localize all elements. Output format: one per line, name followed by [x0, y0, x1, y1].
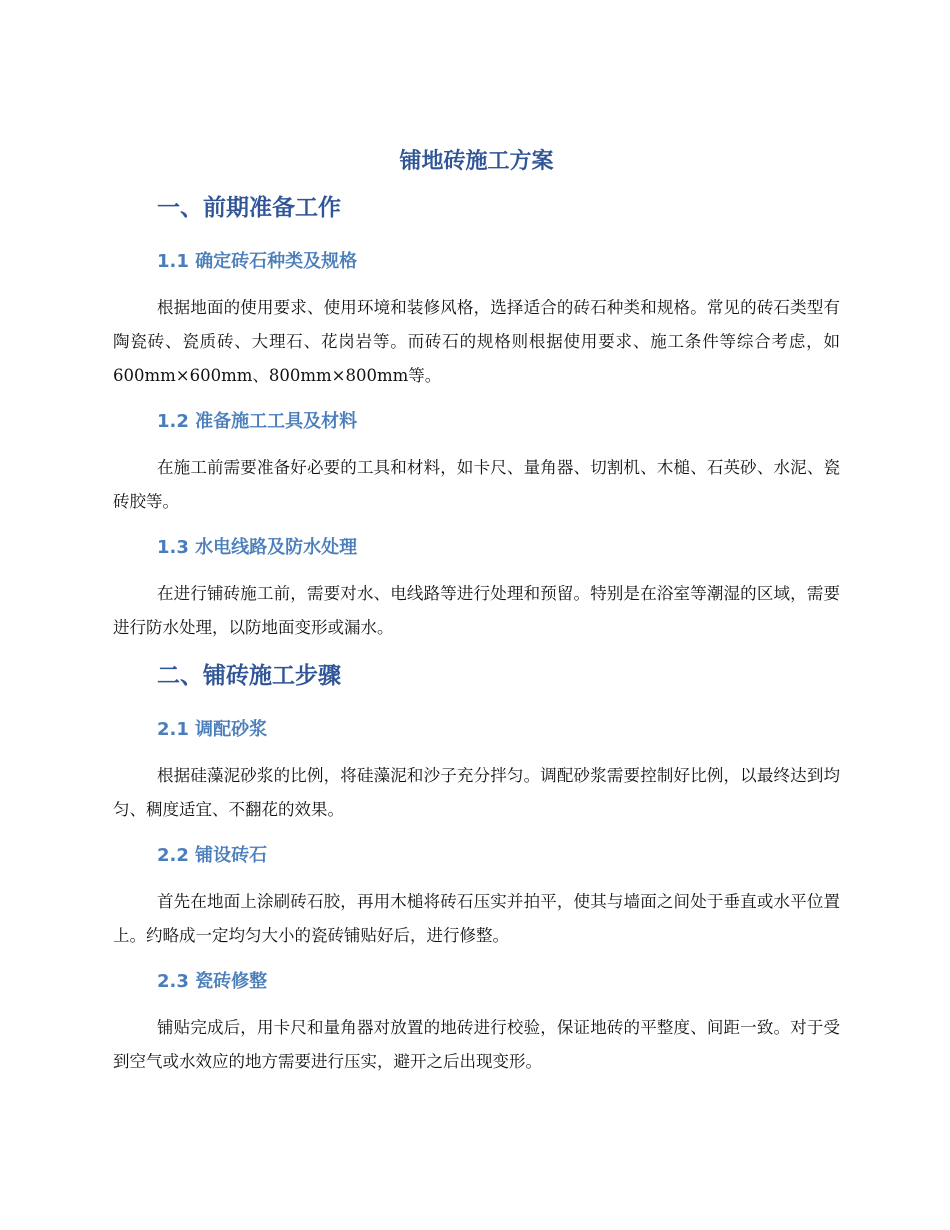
paragraph-1-2: 在施工前需要准备好必要的工具和材料，如卡尺、量角器、切割机、木槌、石英砂、水泥、瓷砖胶等。 — [113, 458, 840, 511]
document-title: 铺地砖施工方案 — [399, 149, 554, 174]
section-heading-preparation: 一、前期准备工作 — [157, 195, 341, 221]
subsection-heading-2-2: 2.2 铺设砖石 — [157, 845, 268, 866]
paragraph-1-1: 根据地面的使用要求、使用环境和装修风格，选择适合的砖石种类和规格。常见的砖石类型有陶瓷砖、瓷质砖、大理石、花岗岩等。而砖石的规格则根据使用要求、施工条件等综合考虑，如600mm×600mm、800mm×800mm等。 — [113, 298, 840, 385]
document-page — [113, 145, 840, 1093]
paragraph-2-3: 铺贴完成后，用卡尺和量角器对放置的地砖进行校验，保证地砖的平整度、间距一致。对于受到空气或水效应的地方需要进行压实，避开之后出现变形。 — [113, 1018, 840, 1071]
paragraph-2-1: 根据硅藻泥砂浆的比例，将硅藻泥和沙子充分拌匀。调配砂浆需要控制好比例，以最终达到均匀、稠度适宜、不翻花的效果。 — [113, 766, 840, 819]
subsection-heading-1-3: 1.3 水电线路及防水处理 — [157, 537, 358, 558]
paragraph-2-2: 首先在地面上涂刷砖石胶，再用木槌将砖石压实并拍平，使其与墙面之间处于垂直或水平位置上。约略成一定均匀大小的瓷砖铺贴好后，进行修整。 — [113, 892, 840, 945]
paragraph-1-3: 在进行铺砖施工前，需要对水、电线路等进行处理和预留。特别是在浴室等潮湿的区域，需要进行防水处理，以防地面变形或漏水。 — [113, 584, 840, 637]
section-heading-construction-steps: 二、铺砖施工步骤 — [157, 663, 341, 689]
subsection-heading-1-2: 1.2 准备施工工具及材料 — [157, 411, 358, 432]
subsection-heading-2-3: 2.3 瓷砖修整 — [157, 971, 268, 992]
subsection-heading-1-1: 1.1 确定砖石种类及规格 — [157, 251, 358, 272]
subsection-heading-2-1: 2.1 调配砂浆 — [157, 719, 268, 740]
